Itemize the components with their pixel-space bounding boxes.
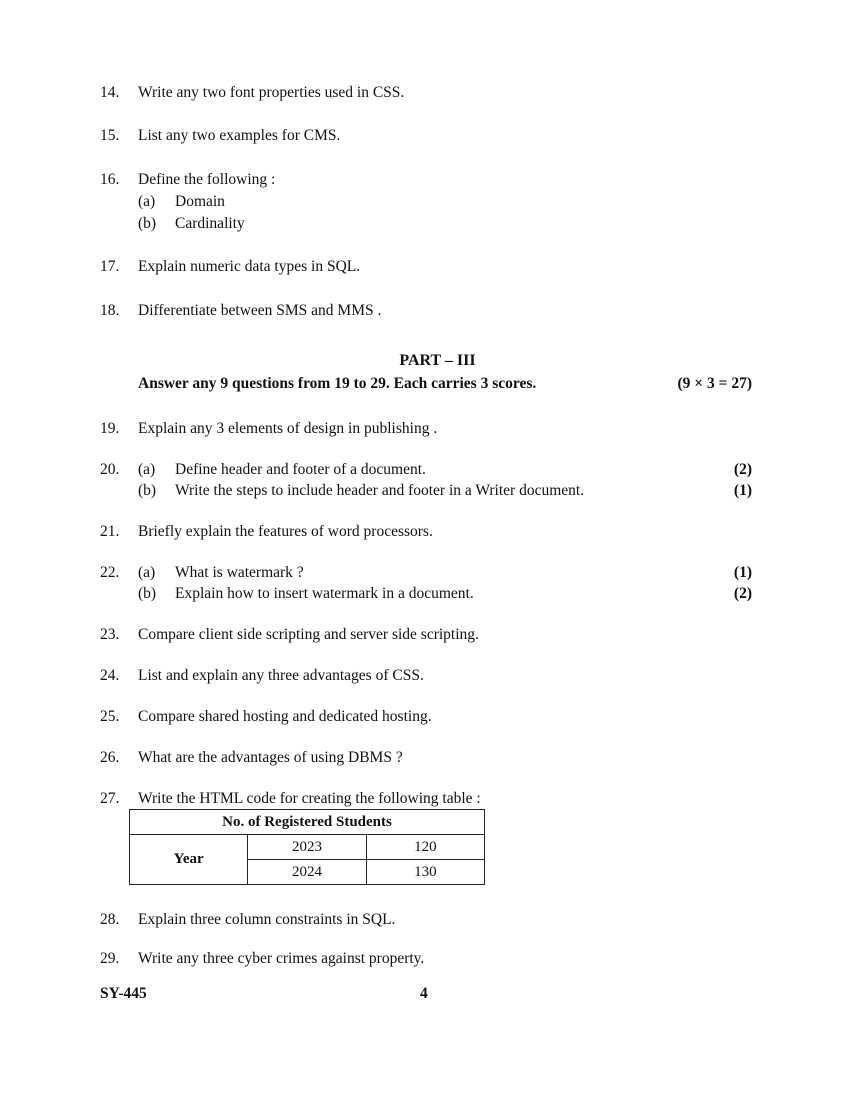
question-number: 24.: [100, 667, 120, 684]
question-text: Write any two font properties used in CSS.: [138, 84, 405, 101]
registered-students-table: [129, 809, 485, 885]
part-text: Explain how to insert watermark in a document.: [175, 585, 474, 602]
question-number: 21.: [100, 523, 120, 540]
question-22-part-a: [138, 562, 752, 584]
question-text: Explain numeric data types in SQL.: [138, 258, 361, 275]
table-cell: 2023: [248, 835, 366, 860]
question-number: 16.: [100, 171, 120, 188]
question-text: Differentiate between SMS and MMS .: [138, 302, 382, 319]
question-number: 15.: [100, 127, 120, 144]
row-label: Year: [130, 835, 248, 885]
question-23: [100, 624, 752, 646]
question-text: Explain three column constraints in SQL.: [138, 911, 396, 928]
marks: (2): [733, 585, 752, 602]
part-label: (b): [138, 215, 157, 232]
part-instruction: [138, 375, 752, 393]
question-16-part-b: [138, 213, 752, 235]
question-27: [100, 788, 752, 810]
question-26: [100, 747, 752, 769]
question-25: [100, 706, 752, 728]
marks: (1): [733, 564, 752, 581]
question-number: 20.: [100, 461, 120, 478]
paper-code: SY-445: [100, 985, 147, 1002]
question-17: [100, 256, 752, 278]
question-text: Briefly explain the features of word processors.: [138, 523, 433, 540]
part-text: Cardinality: [175, 215, 245, 232]
question-text: Write any three cyber crimes against property.: [138, 950, 425, 967]
question-text: Define the following :: [138, 171, 276, 188]
marks: (2): [733, 461, 752, 478]
question-text: Compare client side scripting and server side scripting.: [138, 626, 479, 643]
question-15: [100, 125, 752, 147]
table-cell: 2024: [248, 860, 366, 885]
question-text: List any two examples for CMS.: [138, 127, 341, 144]
part-label: (a): [138, 564, 156, 581]
question-text: List and explain any three advantages of CSS.: [138, 667, 424, 684]
question-29: [100, 948, 752, 970]
question-text: Explain any 3 elements of design in publishing .: [138, 420, 438, 437]
table-cell: 130: [366, 860, 484, 885]
part-text: Domain: [175, 193, 225, 210]
question-number: 19.: [100, 420, 120, 437]
part-text: Write the steps to include header and footer in a Writer document.: [175, 482, 585, 499]
table-header: No. of Registered Students: [130, 810, 485, 835]
part-label: (a): [138, 193, 156, 210]
question-number: 28.: [100, 911, 120, 928]
instruction-text: Answer any 9 questions from 19 to 29. Each carries 3 scores.: [138, 375, 537, 392]
part-label: (b): [138, 585, 157, 602]
part-title: PART – III: [399, 352, 476, 369]
question-16: [100, 169, 752, 191]
question-21: [100, 521, 752, 543]
table-cell: 120: [366, 835, 484, 860]
question-number: 29.: [100, 950, 120, 967]
question-20-part-b: [138, 480, 752, 502]
question-20-part-a: [138, 459, 752, 481]
part-label: (a): [138, 461, 156, 478]
question-number: 23.: [100, 626, 120, 643]
question-number: 26.: [100, 749, 120, 766]
question-16-part-a: [138, 191, 752, 213]
marks: (1): [733, 482, 752, 499]
part-label: (b): [138, 482, 157, 499]
question-14: [100, 82, 752, 104]
question-number: 18.: [100, 302, 120, 319]
question-18: [100, 300, 752, 322]
question-number: 27.: [100, 790, 120, 807]
question-number: 17.: [100, 258, 120, 275]
question-19: [100, 418, 752, 440]
page-number: 4: [420, 985, 428, 1002]
question-number: 25.: [100, 708, 120, 725]
question-text: What are the advantages of using DBMS ?: [138, 749, 403, 766]
question-28: [100, 909, 752, 931]
question-number: 22.: [100, 564, 120, 581]
table-header-row: [130, 810, 485, 835]
question-text: Compare shared hosting and dedicated hosting.: [138, 708, 432, 725]
table-row: [130, 835, 485, 860]
part-text: Define header and footer of a document.: [175, 461, 426, 478]
score-total: (9 × 3 = 27): [677, 375, 752, 392]
question-number: 14.: [100, 84, 120, 101]
part-text: What is watermark ?: [175, 564, 304, 581]
question-text: Write the HTML code for creating the following table :: [138, 790, 481, 807]
question-22-part-b: [138, 583, 752, 605]
question-24: [100, 665, 752, 687]
